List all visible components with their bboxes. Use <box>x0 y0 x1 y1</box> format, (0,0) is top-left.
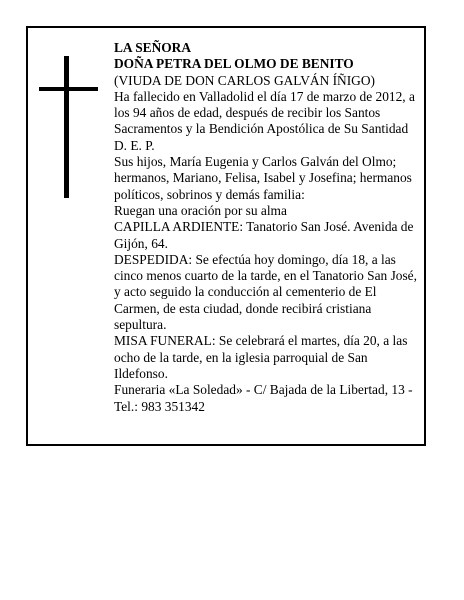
chapel-info: CAPILLA ARDIENTE: Tanatorio San José. Avenida de Gijón, 64. <box>114 219 414 251</box>
notice-title: LA SEÑORA <box>114 40 192 55</box>
notice-text <box>114 40 420 415</box>
widow-of: (VIUDA DE DON CARLOS GALVÁN ÍÑIGO) <box>114 72 375 88</box>
cross-vertical-bar <box>64 56 69 198</box>
rip: D. E. P. <box>114 137 155 153</box>
family-paragraph: Sus hijos, María Eugenia y Carlos Galván del Olmo; hermanos, Mariano, Felisa, Isabel y Josefina; hermanos políticos, sobrinos y demás familia: <box>114 154 412 202</box>
prayer-request: Ruegan una oración por su alma <box>114 202 287 218</box>
farewell-info: DESPEDIDA: Se efectúa hoy domingo, día 18, a las cinco menos cuarto de la tarde, en el Tanatorio San José, y acto seguido la conducción al cementerio de El Carmen, de esta ciudad, donde recibirá cristiana sepultura. <box>114 251 417 333</box>
funeral-home-info: Funeraria «La Soledad» - C/ Bajada de la Libertad, 13 - Tel.: 983 351342 <box>114 382 413 414</box>
deceased-name: DOÑA PETRA DEL OLMO DE BENITO <box>114 56 354 72</box>
cross-horizontal-bar <box>39 87 98 91</box>
funeral-mass-info: MISA FUNERAL: Se celebrará el martes, día 20, a las ocho de la tarde, en la iglesia parroquial de San Ildefonso. <box>114 333 408 381</box>
death-paragraph: Ha fallecido en Valladolid el día 17 de marzo de 2012, a los 94 años de edad, después de recibir los Santos Sacramentos y la Bendición Apostólica de Su Santidad <box>114 88 415 137</box>
cross-icon <box>39 56 99 198</box>
